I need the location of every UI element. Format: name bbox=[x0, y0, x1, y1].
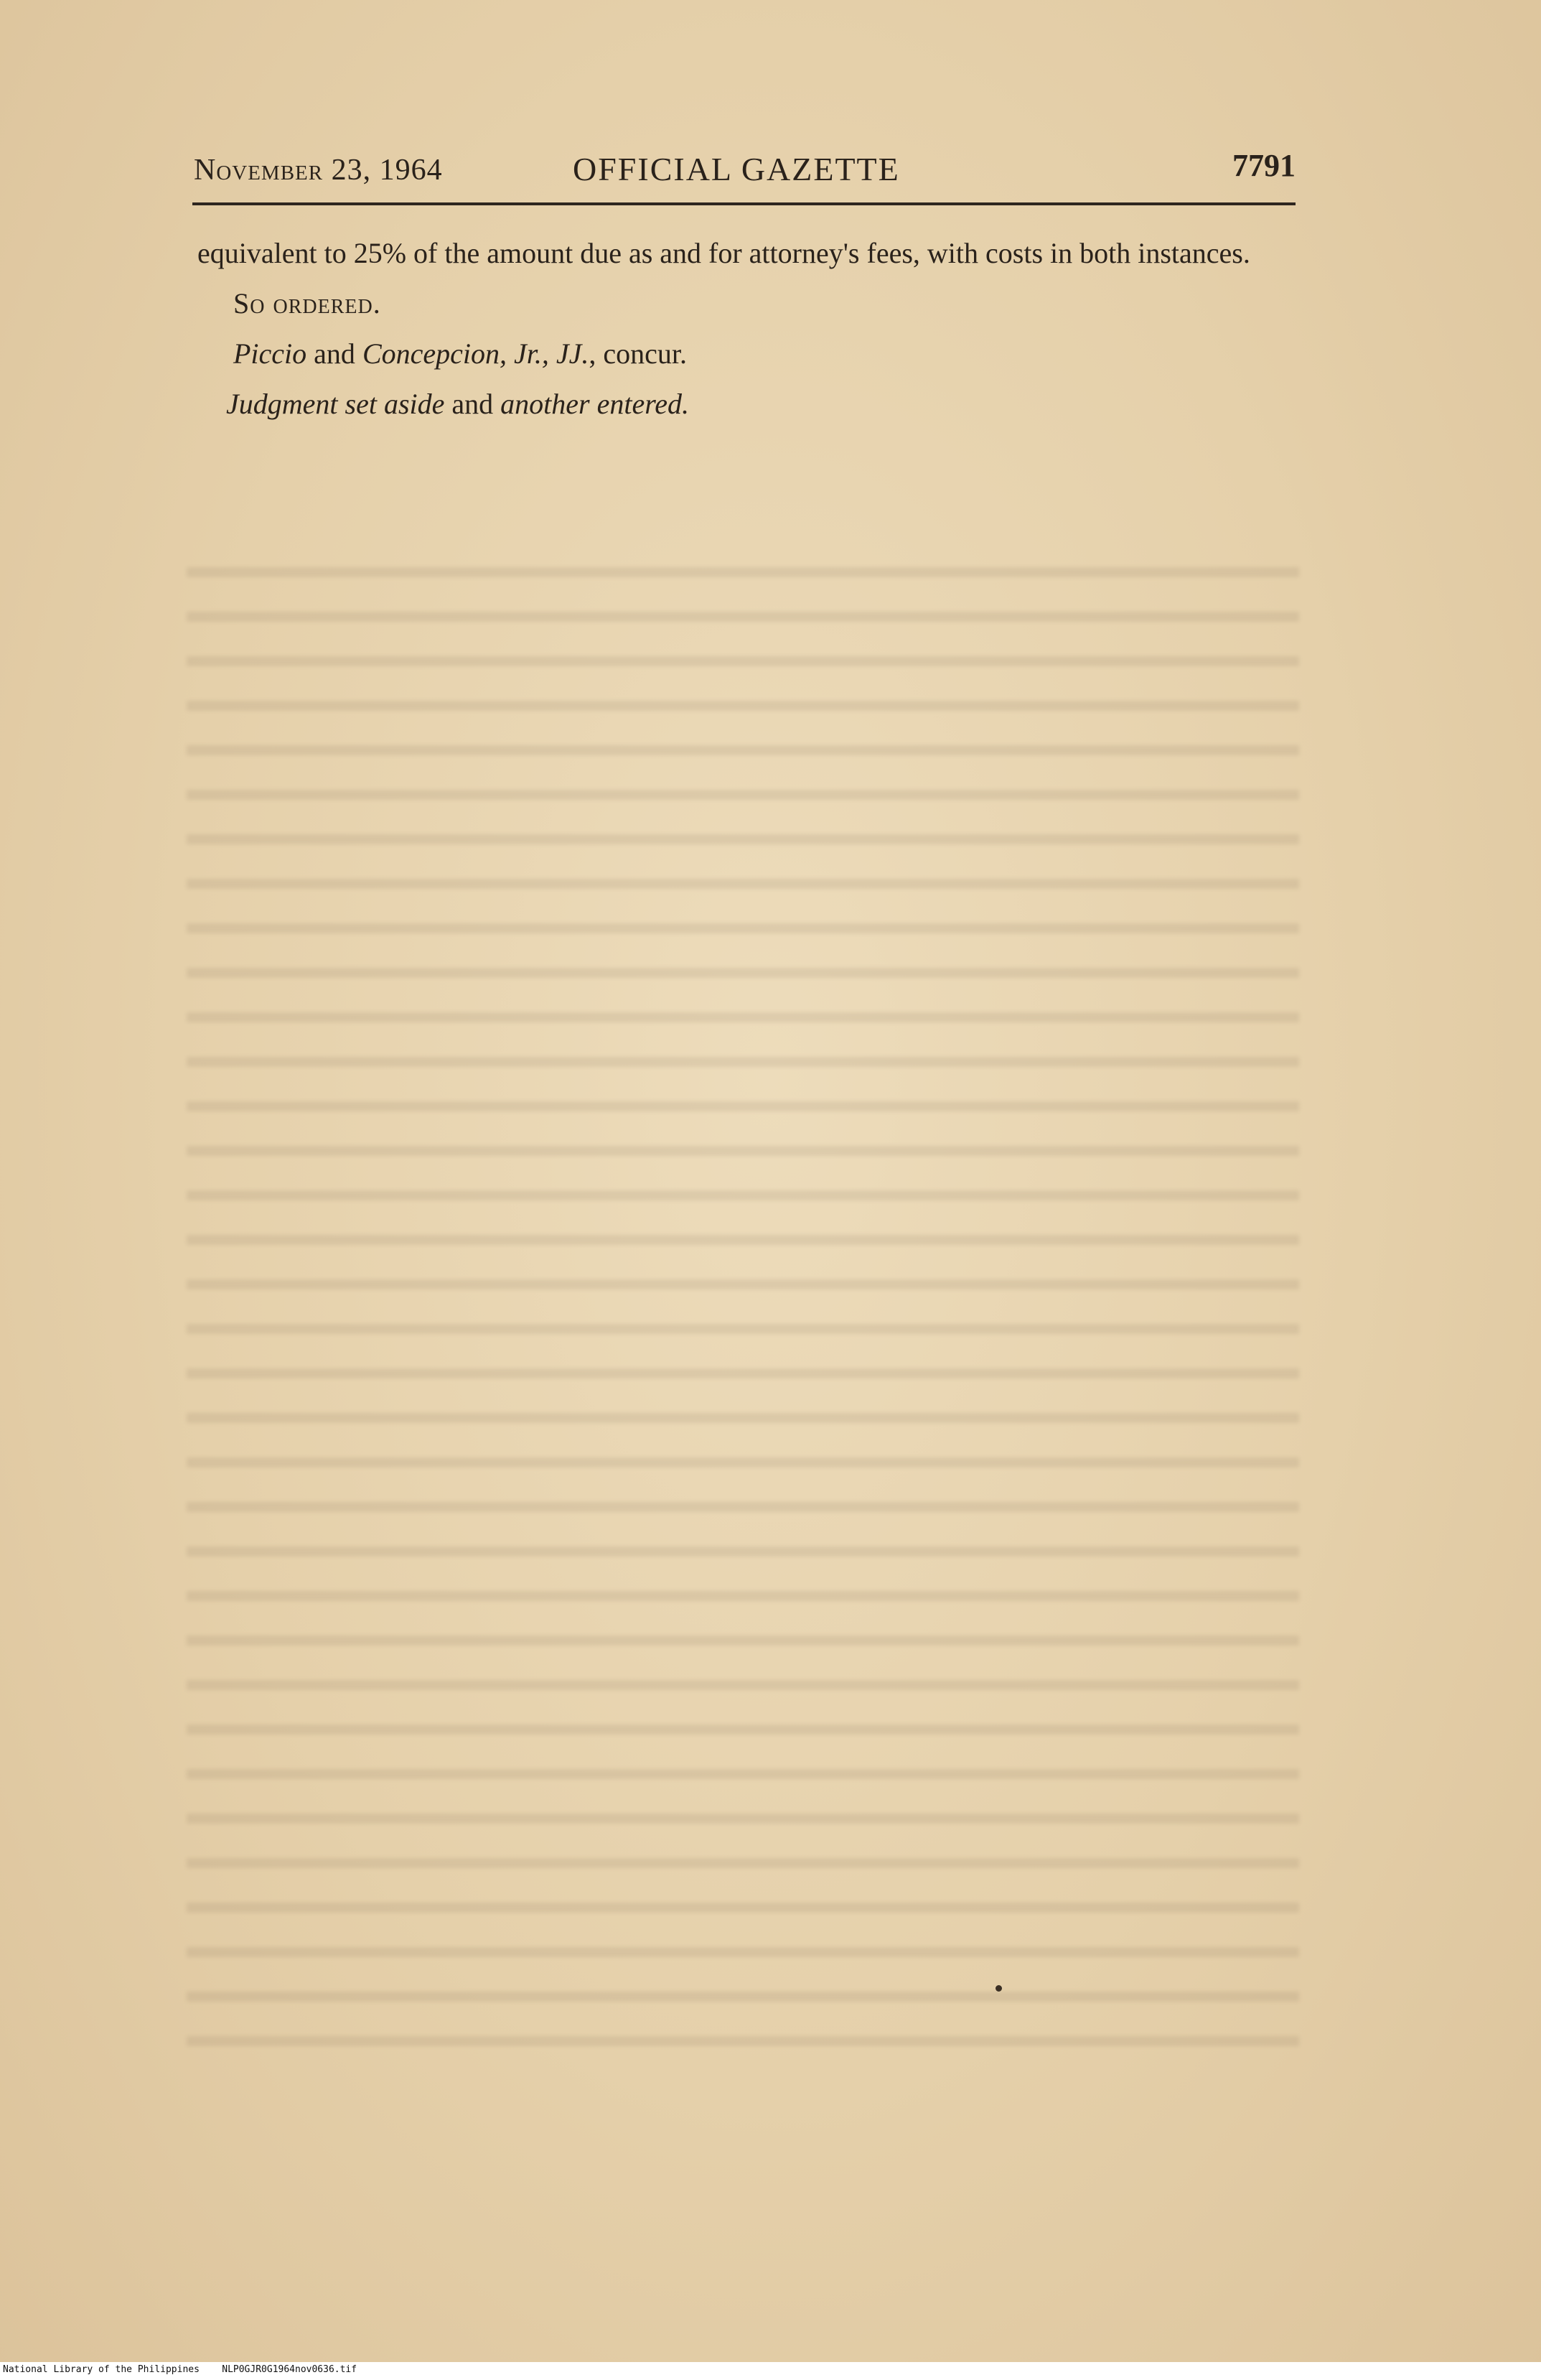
header-rule bbox=[192, 202, 1296, 205]
page-header bbox=[194, 147, 1296, 197]
footer-filename: NLP0GJR0G1964nov0636.tif bbox=[222, 2364, 357, 2375]
concur-tail: , concur. bbox=[589, 337, 688, 370]
concur-line bbox=[197, 334, 1281, 374]
concur-and: and bbox=[306, 337, 362, 370]
ink-dot bbox=[996, 1985, 1002, 1992]
judgment-part-1: Judgment set aside bbox=[226, 388, 445, 420]
footer-source: National Library of the Philippines bbox=[3, 2364, 200, 2375]
judgment-line bbox=[197, 384, 1281, 424]
continuation-paragraph: equivalent to 25% of the amount due as and for attorney's fees, with costs in both instances. bbox=[197, 237, 1250, 269]
so-ordered-line: So ordered. bbox=[233, 287, 381, 319]
judgment-part-2: another entered. bbox=[500, 388, 690, 420]
justice-name-1: Piccio bbox=[233, 337, 307, 370]
header-title: OFFICIAL GAZETTE bbox=[573, 151, 900, 187]
scan-footer bbox=[3, 2364, 357, 2375]
judgment-and: and bbox=[444, 388, 501, 420]
header-page-number: 7791 bbox=[1232, 148, 1296, 183]
body-text bbox=[197, 233, 1281, 424]
justice-name-2: Concepcion, Jr., JJ. bbox=[362, 337, 589, 370]
bleed-through-texture bbox=[187, 546, 1299, 2075]
header-date: November 23, 1964 bbox=[194, 154, 443, 187]
